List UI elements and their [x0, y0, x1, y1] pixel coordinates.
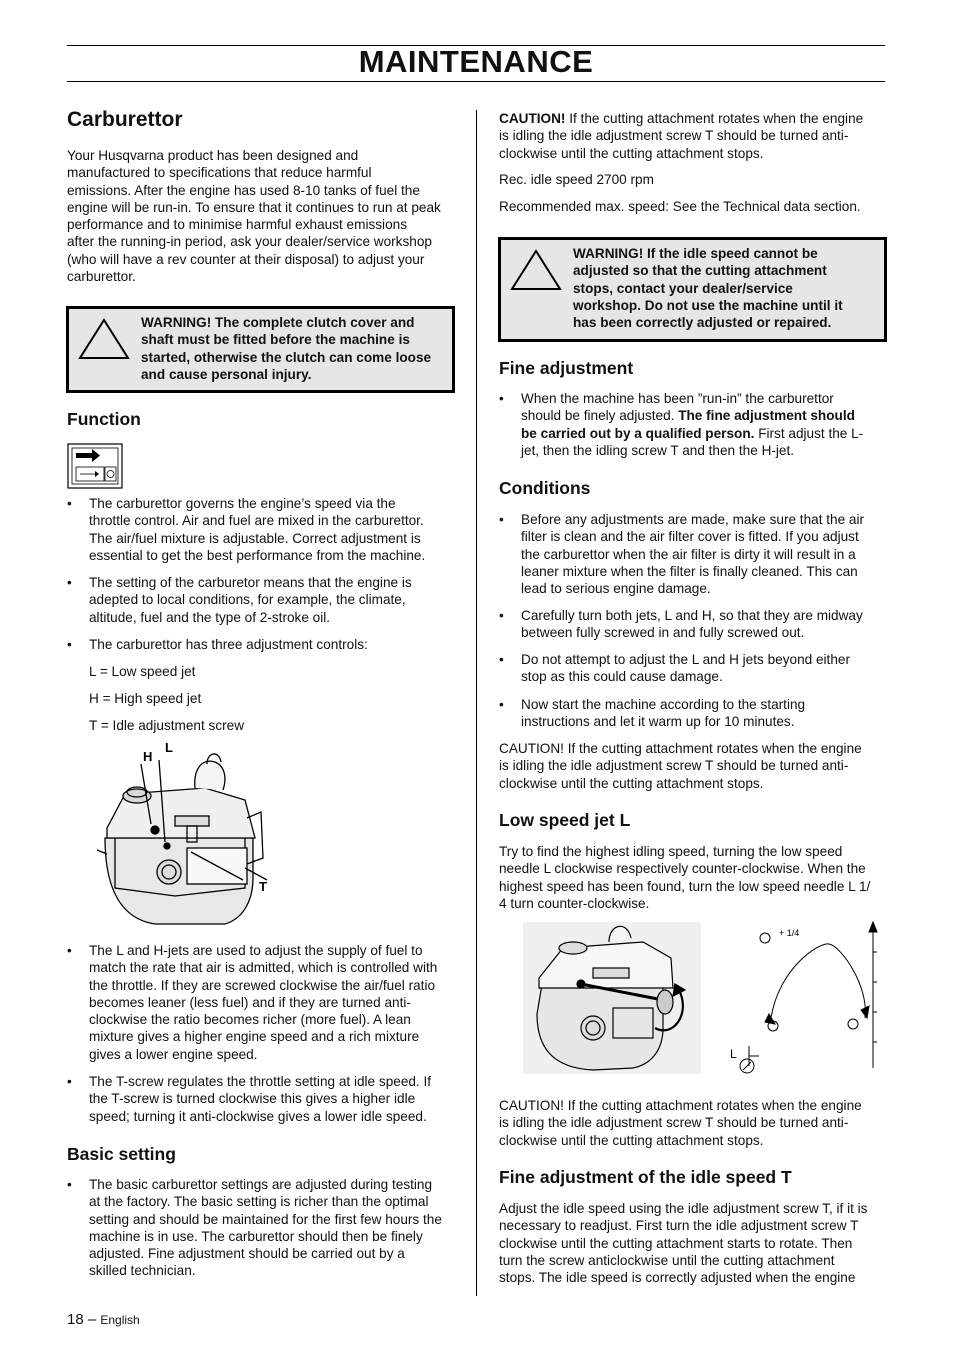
list-item: • The L and H-jets are used to adjust the supply of fuel to match the rate that air is admitted, which is controlled with the throttle. If they are screwed clockwise the air/fuel ratio becomes leaner (less fuel) and if they are turned anti- clockwise the ratio becomes richer (more fuel). A lean mixture gives a higher engine speed and a rich mixture gives a lower engine speed. — [67, 943, 438, 1062]
list-item: • When the machine has been ”run-in” the carburettor should be finely adjusted. The fine adjustment should be carried out by a qualified person. First adjust the L- jet, then the idling screw T and then the H-jet. — [499, 391, 864, 458]
page-title: MAINTENANCE — [358, 44, 594, 79]
label-l: L — [165, 740, 173, 755]
list-item: • Before any adjustments are made, make sure that the air filter is clean and the air filter cover is fitted. If you adjust the carburettor when the air filter is dirty it will result in a leaner mixture when the filter is finally cleaned. This can lead to serious engine damage. — [499, 512, 865, 597]
warning-text: WARNING! The complete clutch cover and shaft must be fitted before the machine is started, otherwise the clutch can come loose and cause personal injury. — [141, 315, 432, 382]
caution-paragraph: CAUTION! If the cutting attachment rotates when the engine is idling the idle adjustment screw T should be turned anti- clockwise until the cutting attachment stops. — [499, 1098, 862, 1148]
warning-box-idle — [498, 237, 887, 342]
warning-text: WARNING! If the idle speed cannot be adjusted so that the cutting attachment stops, contact your dealer/service workshop. Do not use the machine until it has been correctly adjusted or repaired. — [573, 246, 843, 331]
page-footer: 18 – English — [67, 1311, 140, 1328]
fine-adjustment-heading: Fine adjustment — [499, 358, 634, 378]
conditions-heading: Conditions — [499, 478, 591, 498]
carburettor-illustration — [95, 738, 275, 930]
caution-paragraph: CAUTION! If the cutting attachment rotates when the engine is idling the idle adjustment screw T should be turned anti- clockwise until the cutting attachment stops. — [499, 741, 862, 791]
header-bottom-rule — [67, 81, 885, 82]
control-idle-screw: T = Idle adjustment screw — [89, 718, 245, 733]
idle-speed-heading: Fine adjustment of the idle speed T — [499, 1167, 792, 1187]
function-heading: Function — [67, 409, 141, 429]
list-item: • Do not attempt to adjust the L and H jets beyond either stop as this could cause damage. — [499, 652, 850, 685]
rec-idle-speed: Rec. idle speed 2700 rpm — [499, 172, 654, 187]
list-item: • The carburettor has three adjustment controls: — [67, 637, 368, 652]
list-item: • The basic carburettor settings are adjusted during testing at the factory. The basic setting is richer than the optimal setting and should be maintained for the first few hours the machine is in use. The carburettor should then be finely adjusted. Fine adjustment should be carried out by a skilled technician. — [67, 1177, 442, 1279]
page-number: 18 — [67, 1311, 84, 1328]
caution-paragraph: CAUTION! If the cutting attachment rotates when the engine is idling the idle adjustment screw T should be turned anti- clockwise until the cutting attachment stops. — [499, 111, 864, 161]
low-speed-jet-illustration — [523, 918, 883, 1078]
warning-triangle-icon — [77, 317, 131, 361]
control-low-speed: L = Low speed jet — [89, 664, 196, 679]
list-item: • The setting of the carburetor means that the engine is adepted to local conditions, for example, the climate, altitude, fuel and the type of 2-stroke oil. — [67, 575, 412, 625]
control-high-speed: H = High speed jet — [89, 691, 202, 706]
low-speed-jet-heading: Low speed jet L — [499, 810, 631, 830]
label-t: T — [259, 879, 267, 894]
label-h: H — [143, 749, 153, 764]
rec-max-speed: Recommended max. speed: See the Technical data section. — [499, 199, 861, 214]
section-title: Carburettor — [67, 108, 183, 131]
low-speed-paragraph: Try to find the highest idling speed, turning the low speed needle L clockwise respectively counter-clockwise. When the highest speed has been found, turn the low speed needle L 1/ 4 turn counter-clockwise. — [499, 844, 871, 911]
warning-box-clutch — [66, 306, 455, 393]
basic-setting-heading: Basic setting — [67, 1144, 176, 1164]
language-label: English — [100, 1313, 140, 1327]
warning-triangle-icon — [509, 248, 563, 292]
list-item: • Now start the machine according to the starting instructions and let it warm up for 10 minutes. — [499, 697, 806, 730]
column-divider — [476, 110, 477, 1296]
list-item: • Carefully turn both jets, L and H, so that they are midway between fully screwed in and fully screwed out. — [499, 608, 863, 641]
list-item: • The carburettor governs the engine’s speed via the throttle control. Air and fuel are mixed in the carburettor. The air/fuel mixture is adjustable. Correct adjustment is essential to get the best performance from the machine. — [67, 496, 426, 563]
carburettor-figure — [95, 738, 275, 930]
label-l: L — [730, 1047, 737, 1061]
intro-paragraph: Your Husqvarna product has been designed and manufactured to specifications that reduce harmful emissions. After the engine has used 8-10 tanks of fuel the engine will be run-in. To ensure that it continues to run at peak performance and to minimise harmful exhaust emissions after the running-in period, ask your dealer/service workshop (who will have a rev counter at their disposal) to adjust your carburettor. — [67, 148, 441, 285]
function-symbol-icon — [67, 443, 123, 489]
list-item: • The T-screw regulates the throttle setting at idle speed. If the T-screw is turned clockwise this gives a higher idle speed; turning it anti-clockwise gives a lower idle speed. — [67, 1074, 432, 1124]
quarter-turn-label: + 1/4 — [779, 928, 800, 938]
idle-speed-paragraph: Adjust the idle speed using the idle adjustment screw T, if it is necessary to readjust. First turn the idle adjustment screw T clockwise until the cutting attachment starts to rotate. Then turn the screw anticlockwise until the cutting attachment stops. The idle speed is correctly adjusted when the engine — [499, 1201, 868, 1286]
low-speed-jet-figure — [523, 918, 883, 1078]
